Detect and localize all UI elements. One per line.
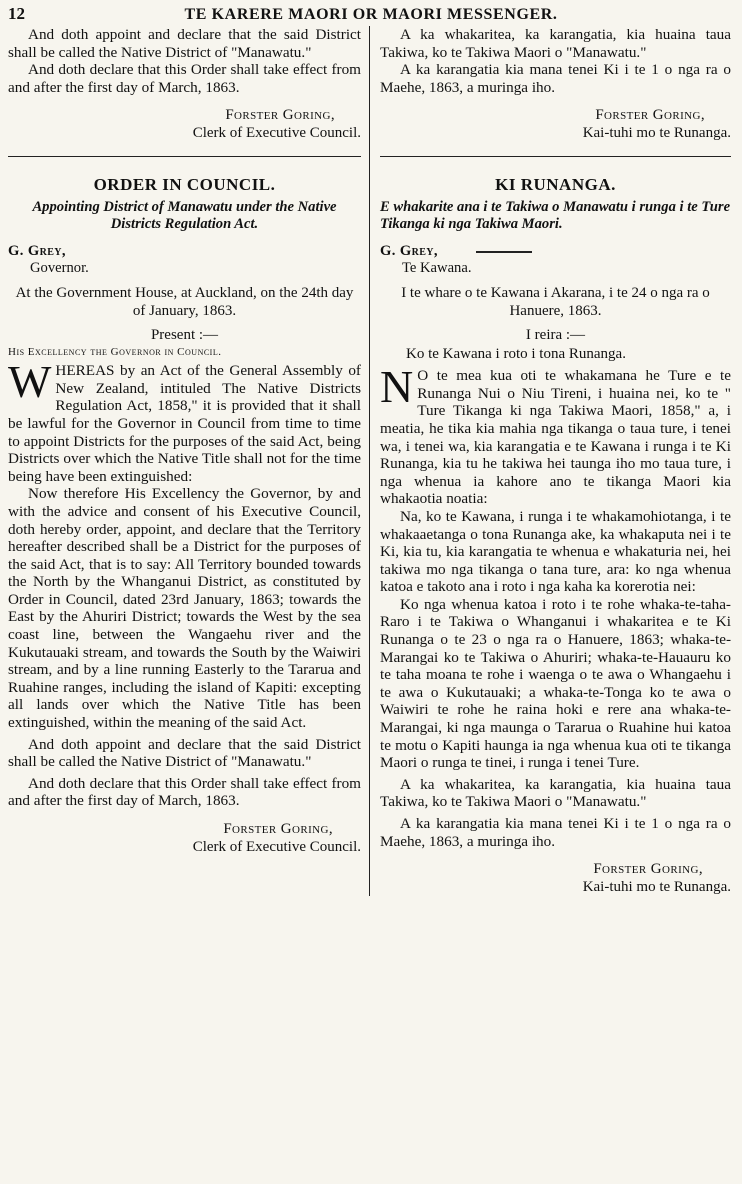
section-divider-left xyxy=(8,156,361,157)
running-title: TE KARERE MAORI OR MAORI MESSENGER. xyxy=(184,6,558,23)
order-subtitle: E whakarite ana i te Takiwa o Manawatu i runga i te Ture Tikanga ki nga Takiwa Maori. xyxy=(380,199,731,233)
top-english-para-2: And doth declare that this Order shall take effect from and after the first day of March, 1863. xyxy=(8,61,361,96)
order-maori-signature xyxy=(380,860,731,896)
top-maori-para-1: A ka whakaritea, ka karangatia, kia huaina taua Takiwa, ko te Takiwa Maori o "Manawatu." xyxy=(380,26,731,61)
present-line: I reira :— xyxy=(525,326,586,343)
section-rules xyxy=(8,142,734,175)
page-header xyxy=(8,4,734,26)
order-maori-para-2: Na, ko te Kawana, i runga i te whakamohiotanga, i te whakaaetanga o tona Runanga ake, ka whakaputa nei i te Ki, kia tu, kia karangatia te whenua e whakaturia nei, hei takiwa mo nga tikanga o tana ture, ara: ko nga whenua katoa e takoto ana i roto i nga kaha ka korerotia nei: xyxy=(380,507,731,596)
governor-title: Governor. xyxy=(30,260,89,277)
signature-name: Forster Goring, xyxy=(595,107,705,124)
drop-cap: W xyxy=(8,356,52,408)
order-maori-para-1: N O te mea kua oti te whakamana he Ture e te Runanga Nui o Niu Tireni, i huaina nei, ko te " Ture Tikanga ki nga Takiwa Maori, 1858," a, i meatia, he tika kia mahia nga tikanga o taua ture, i tenei wa, i tenei wa, kia karangatia e te Kawana i runga i te Ki Runanga, kia tu he takiwa hei taunga iho mo taua ture, i nga whenua ia kahore ano te tikanga Maori kia whakaotia noatia: xyxy=(380,361,731,508)
section-divider-right xyxy=(380,156,731,157)
signature-name: Forster Goring, xyxy=(223,821,333,837)
order-english-column xyxy=(8,175,369,896)
present-line: Present :— xyxy=(150,326,219,343)
governor-title: Te Kawana. xyxy=(402,260,472,277)
top-english-signature xyxy=(8,106,361,142)
order-title: ORDER IN COUNCIL. xyxy=(93,175,276,195)
order-title: KI RUNANGA. xyxy=(495,175,616,195)
top-english-column xyxy=(8,26,369,142)
governor-block xyxy=(8,243,361,277)
excellency-line: His Excellency the Governor in Council. xyxy=(8,346,222,359)
governor-name: G. Grey, xyxy=(8,243,66,260)
order-maori-para-3: Ko nga whenua katoa i roto i te rohe whaka-te-taha-Raro i te Takiwa o Whanganui i whakaritea e te Ki Runanga o te 23 o nga ra o Hanuere, 1863; whaka-te-Marangai ko te Takiwa o Ahuriri; whaka-te-Hauauru ko te taha moana te rohe i waenga o te awa o Whangaehu i te awa o Kukutauaki; a whaka-te-Tonga ko te awa o Waiwiri te rohe he raina hoki e rere ana whaka-te-Marangai, ki nga maunga o Tararua o Ruahine hui katoa te motu o Kapiti haunga ia nga whenua kua oti te tikanga Maori o runga te tinei, i runga i tenei Ture. xyxy=(380,595,731,772)
place-date: I te whare o te Kawana i Akarana, i te 24 o nga ra o Hanuere, 1863. xyxy=(401,285,710,319)
order-maori-para-5: A ka karangatia kia mana tenei Ki i te 1 o nga ra o Maehe, 1863, a muringa iho. xyxy=(380,815,731,850)
order-subtitle: Appointing District of Manawatu under the Native Districts Regulation Act. xyxy=(32,199,337,233)
top-english-para-1: And doth appoint and declare that the said District shall be called the Native District of "Manawatu." xyxy=(8,26,361,61)
order-english-para-2: Now therefore His Excellency the Governor, by and with the advice and consent of his Executive Council, doth hereby order, appoint, and declare that the Territory hereafter described shall be a District for the purposes of the said Act, that is to say: All Territory bounded towards the North by the Whanganui District, as constituted by Order in Council, dated 23rd January, 1863; towards the East by the Ahuriri District; towards the West by the sea coast line, between the Wangaehu river and the Kukutauaki stream, and towards the South by the Waiwiri stream, and by a line running Easterly to the Tararua and Ruahine ranges, including the island of Kapiti: excepting all lands over which the Native Title has been extinguished, within the meaning of the said Act. xyxy=(8,485,361,732)
signature-name: Forster Goring, xyxy=(225,107,335,124)
place-date: At the Government House, at Auckland, on the 24th day of January, 1863. xyxy=(15,285,354,319)
order-section xyxy=(8,175,734,896)
order-maori-para-4: A ka whakaritea, ka karangatia, kia huaina taua Takiwa, ko te Takiwa Maori o "Manawatu." xyxy=(380,775,731,811)
order-english-para-1: WHEREAS by an Act of the General Assembly of New Zealand, intituled The Native Districts Regulation Act, 1858," it is provided that it shall be lawful for the Governor in Council from time to time to appoint Districts for the purposes of the said Act, being Districts over which the Native Title shall not for the time being have been extinguished: xyxy=(8,356,361,485)
page-number: 12 xyxy=(8,4,25,23)
top-maori-para-2: A ka karangatia kia mana tenei Ki i te 1 o nga ra o Maehe, 1863, a muringa iho. xyxy=(380,61,731,96)
order-english-para-4: And doth declare that this Order shall take effect from and after the first day of March, 1863. xyxy=(8,774,361,810)
order-english-para-3: And doth appoint and declare that the said District shall be called the Native District of "Manawatu." xyxy=(8,735,361,771)
dash-rule xyxy=(476,251,532,253)
excellency-line: Ko te Kawana i roto i tona Runanga. xyxy=(406,346,626,363)
top-maori-column xyxy=(370,26,731,142)
drop-cap: N xyxy=(380,361,414,413)
governor-name: G. Grey, xyxy=(380,243,731,260)
order-english-signature xyxy=(8,820,361,856)
governor-block xyxy=(380,243,731,277)
signature-name: Forster Goring, xyxy=(593,861,703,878)
signature-title: Kai-tuhi mo te Runanga. xyxy=(582,125,731,142)
signature-title: Clerk of Executive Council. xyxy=(192,839,361,855)
order-maori-column xyxy=(370,175,731,896)
top-maori-signature xyxy=(380,106,731,142)
top-section xyxy=(8,26,734,142)
signature-title: Kai-tuhi mo te Runanga. xyxy=(582,879,731,896)
signature-title: Clerk of Executive Council. xyxy=(192,125,361,142)
